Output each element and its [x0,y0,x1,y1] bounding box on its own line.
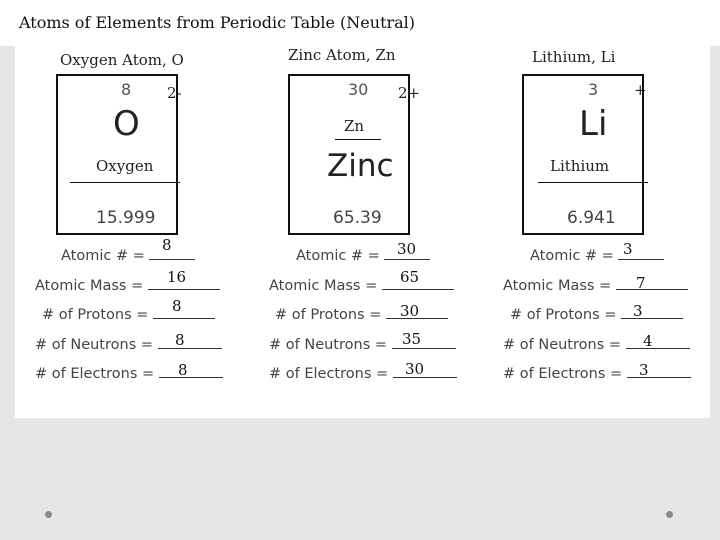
atomic-number-blank [149,247,195,260]
atomic-mass-label: Atomic Mass = [35,278,144,294]
lithium-neutrons-row [503,336,690,353]
zinc-symbol-underline [335,139,381,140]
oxygen-atomic-number: 8 [121,80,132,99]
lithium-charge: + [634,81,647,99]
protons-blank [153,306,215,319]
protons-label: # of Protons = [275,307,382,323]
lithium-mass: 6.941 [567,208,616,228]
lithium-symbol: Li [579,104,608,144]
oxygen-element-tile [56,74,178,235]
zinc-element-tile [288,74,410,235]
protons-label: # of Protons = [42,307,149,323]
electrons-blank [393,365,457,378]
oxygen-neutrons-answer: 8 [175,331,185,349]
electrons-label: # of Electrons = [269,366,389,382]
oxygen-protons-answer: 8 [172,297,182,315]
electrons-label: # of Electrons = [503,366,623,382]
next-slide-dot[interactable] [666,511,673,518]
zinc-atomic-mass-row [269,277,454,294]
oxygen-atomic-number-answer: 8 [162,236,172,254]
zinc-protons-answer: 30 [400,302,420,320]
zinc-atomic-number: 30 [348,80,369,99]
zinc-symbol-written: Zn [344,117,365,135]
lithium-protons-answer: 3 [633,302,643,320]
lithium-element-tile [522,74,644,235]
oxygen-electrons-row [35,365,223,382]
atomic-number-label: Atomic # = [61,248,145,264]
zinc-neutrons-row [269,336,456,353]
oxygen-protons-row [42,306,215,323]
neutrons-label: # of Neutrons = [35,337,154,353]
oxygen-name-written: Oxygen [96,157,154,175]
zinc-name: Zinc [327,148,394,184]
atomic-number-label: Atomic # = [296,248,380,264]
zinc-atomic-number-answer: 30 [397,240,417,258]
oxygen-name-underline [70,182,180,183]
zinc-protons-row [275,306,448,323]
oxygen-charge: 2- [167,84,182,102]
lithium-atomic-number-row [530,247,664,264]
atomic-mass-label: Atomic Mass = [503,278,612,294]
lithium-atomic-mass-answer: 7 [636,274,646,292]
zinc-heading: Zinc Atom, Zn [288,46,396,64]
electrons-label: # of Electrons = [35,366,155,382]
lithium-atomic-mass-row [503,277,688,294]
oxygen-symbol: O [113,104,140,144]
oxygen-heading: Oxygen Atom, O [60,51,184,69]
atomic-mass-label: Atomic Mass = [269,278,378,294]
protons-label: # of Protons = [510,307,617,323]
lithium-name-written: Lithium [550,157,610,175]
zinc-atomic-mass-answer: 65 [400,268,420,286]
neutrons-blank [626,336,690,349]
lithium-electrons-answer: 3 [639,361,649,379]
lithium-protons-row [510,306,683,323]
lithium-heading: Lithium, Li [532,48,616,66]
lithium-electrons-row [503,365,691,382]
prev-slide-dot[interactable] [45,511,52,518]
atomic-number-label: Atomic # = [530,248,614,264]
zinc-electrons-row [269,365,457,382]
oxygen-electrons-answer: 8 [178,361,188,379]
oxygen-atomic-number-row [61,247,195,264]
oxygen-mass: 15.999 [96,208,156,228]
protons-blank [621,306,683,319]
neutrons-label: # of Neutrons = [503,337,622,353]
neutrons-label: # of Neutrons = [269,337,388,353]
neutrons-blank [158,336,222,349]
zinc-neutrons-answer: 35 [402,330,422,348]
atomic-mass-blank [616,277,688,290]
lithium-atomic-number-answer: 3 [623,240,633,258]
oxygen-atomic-mass-row [35,277,220,294]
zinc-charge: 2+ [398,84,421,102]
electrons-blank [627,365,691,378]
electrons-blank [159,365,223,378]
lithium-neutrons-answer: 4 [643,332,653,350]
oxygen-atomic-mass-answer: 16 [167,268,187,286]
zinc-electrons-answer: 30 [405,360,425,378]
lithium-name-underline [538,182,648,183]
zinc-mass: 65.39 [333,208,382,228]
lithium-atomic-number: 3 [588,80,599,99]
page-title: Atoms of Elements from Periodic Table (Neutral) [19,13,416,32]
oxygen-neutrons-row [35,336,222,353]
